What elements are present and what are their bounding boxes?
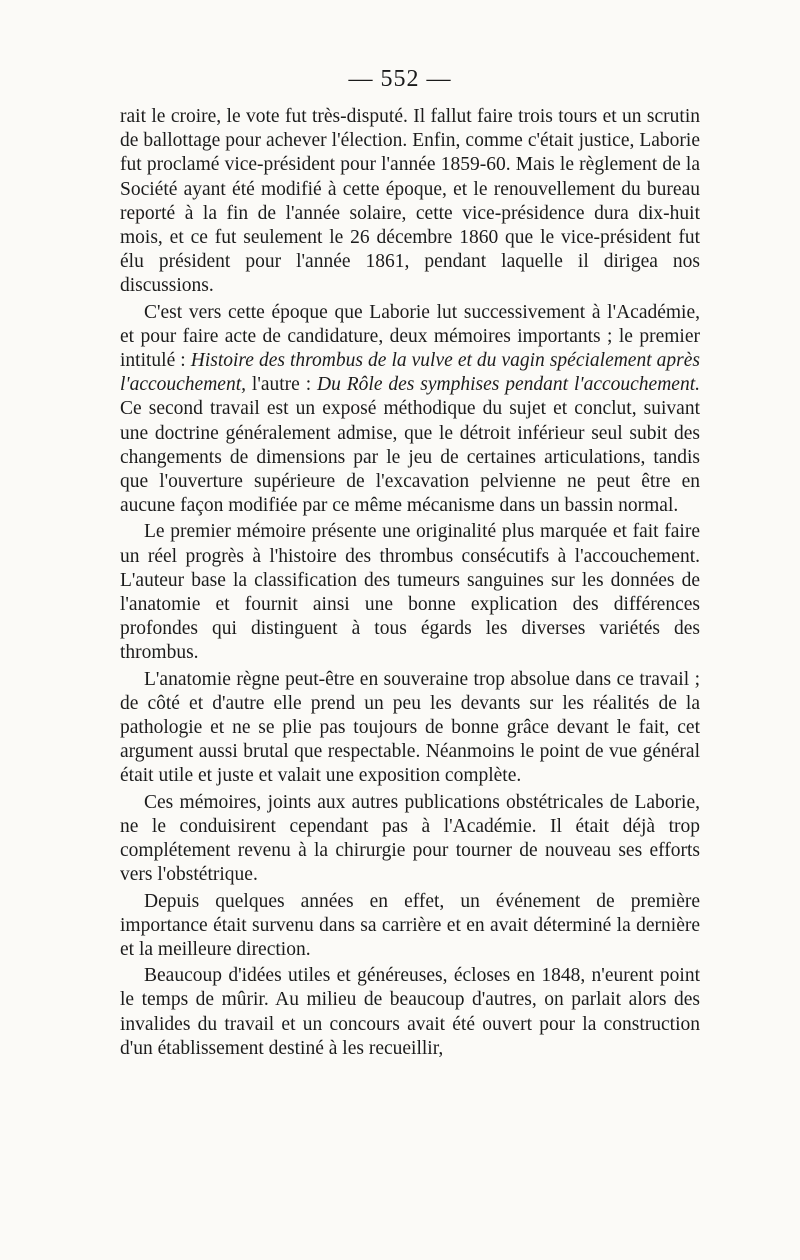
body-text — [120, 105, 700, 1063]
paragraph-3: Le premier mémoire présente une originalité plus marquée et fait faire un réel progrès à l'histoire des thrombus consécutifs à l'accouchement. L'auteur base la classification des tumeurs sanguines sur les données de l'anatomie et fournit ainsi une bonne explication des différences profondes qui distinguent à tous égards les diverses variétés des thrombus. — [120, 521, 700, 664]
memoir-title-symphises: Du Rôle des symphises pendant l'accouchement. — [317, 374, 700, 396]
paragraph-2-between: l'autre : — [246, 374, 318, 396]
paragraph-2-intro: C'est vers cette époque que Laborie lut successivement à l'Académie, et pour faire acte de candidature, deux mémoires importants ; le premier intitulé : — [120, 301, 700, 372]
paragraph-1: rait le croire, le vote fut très-disputé. Il fallut faire trois tours et un scrutin de ballottage pour achever l'élection. Enfin, comme c'était justice, Laborie fut proclamé vice-président pour l'année 1859-60. Mais le règlement de la Société ayant été modifié à cette époque, et le renouvellement du bureau reporté à la fin de l'année solaire, cette vice-présidence dura dix-huit mois, et ce fut seulement le 26 décembre 1860 que le vice-président fut élu président pour l'année 1861, pendant laquelle il dirigea nos discussions. — [120, 106, 700, 297]
memoir-title-thrombus: Histoire des thrombus de la vulve et du vagin spécialement après l'accouchement, — [120, 350, 700, 396]
paragraph-4: L'anatomie règne peut-être en souveraine trop absolue dans ce travail ; de côté et d'autre elle prend un peu les devants sur les réalités de la pathologie et ne se plie pas toujours de bonne grâce devant le fait, cet argument aussi brutal que respectable. Néanmoins le point de vue général était utile et juste et valait une exposition complète. — [120, 668, 700, 787]
paragraph-5: Ces mémoires, joints aux autres publications obstétricales de Laborie, ne le conduisirent cependant pas à l'Académie. Il était déjà trop complétement revenu à la chirurgie pour tourner de nouveau ses efforts vers l'obstétrique. — [120, 791, 700, 886]
paragraph-2 — [120, 301, 700, 519]
paragraph-6: Depuis quelques années en effet, un événement de première importance était survenu dans sa carrière et en avait déterminé la dernière et la meilleure direction. — [120, 890, 700, 960]
paragraph-7: Beaucoup d'idées utiles et généreuses, écloses en 1848, n'eurent point le temps de mûrir. Au milieu de beaucoup d'autres, on parlait alors des invalides du travail et un concours avait été ouvert pour la construction d'un établissement destiné à les recueillir, — [120, 965, 700, 1059]
paragraph-2-body: Ce second travail est un exposé méthodique du sujet et conclut, suivant une doctrine généralement admise, que le détroit inférieur seul subit des changements de dimensions par le jeu de certaines articulations, tandis que l'ouverture supérieure de l'excavation pelvienne ne peut être en aucune façon modifiée par ce même mécanisme dans un bassin normal. — [120, 398, 700, 517]
page-number: — 552 — — [348, 66, 452, 92]
